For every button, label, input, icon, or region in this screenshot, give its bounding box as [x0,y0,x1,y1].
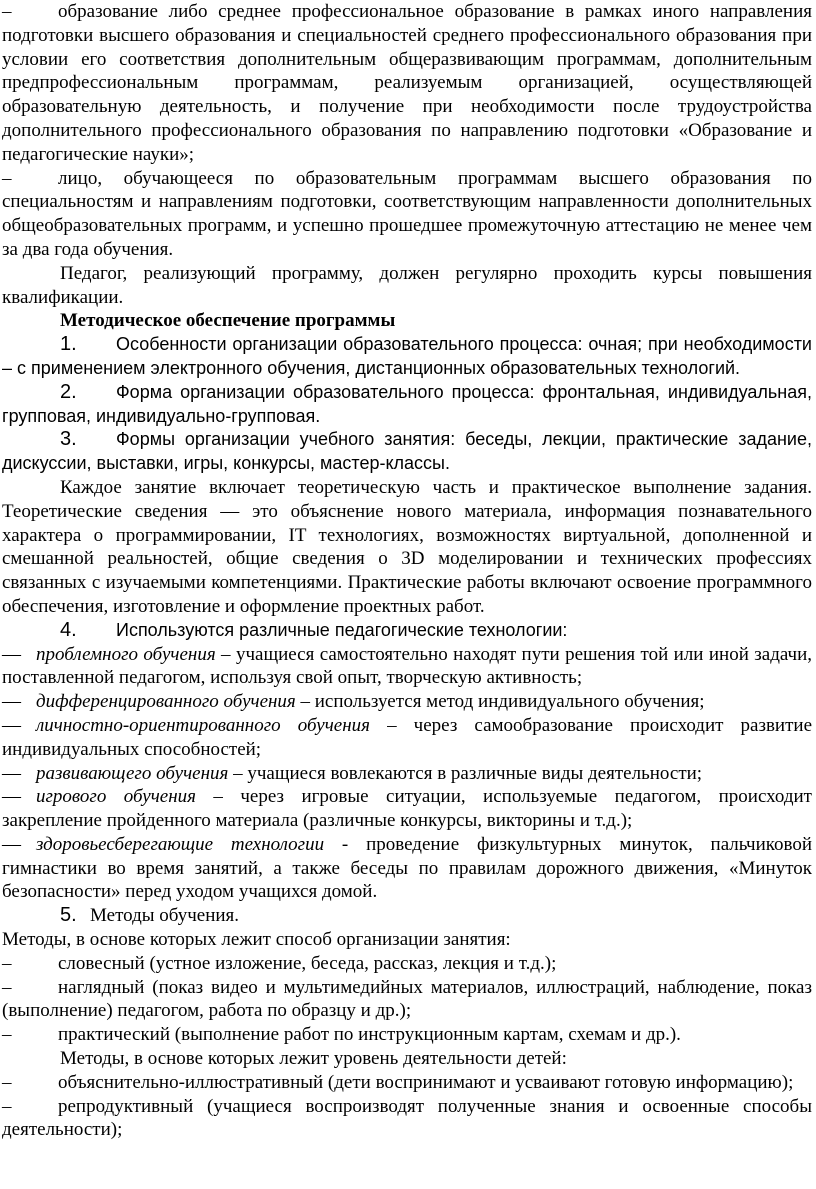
paragraph-qualification: Педагог, реализующий программу, должен регулярно проходить курсы повышения квалификации. [2,262,812,308]
paragraph-lesson-structure: Каждое занятие включает теоретическую часть и практическое выполнение задания. Теоретические сведения — это объяснение нового материала, информация познавательного характера о программировании, IT технологиях, возможностях виртуальной, дополненной и смешанной реальностей, общие сведения о 3D моделировании и технических профессиях связанных с изучаемыми компетенциями. Практические работы включают освоение программного обеспечения, изготовление и оформление проектных работ. [2,476,812,617]
dash-bullet: – [2,1,12,22]
tech-item-personal: — личностно-ориентированного обучения – через самообразование происходит развитие индивидуальных способностей; [2,714,813,760]
method-explanatory: – объяснительно-иллюстративный (дети воспринимают и усваивают готовую информацию); [2,1071,794,1093]
section-heading: Методическое обеспечение программы [60,310,396,332]
numbered-item-1: 1. Особенности организации образовательного процесса: очная; при необходимости – с применением электронного обучения, дистанционных образовательных технологий. [2,333,812,378]
method-visual: – наглядный (показ видео и мультимедийных материалов, иллюстраций, наблюдение, показ (выполнение) педагогом, работа по образцу и др.); [2,976,812,1022]
numbered-item-3: 3. Формы организации учебного занятия: беседы, лекции, практические задание, дискуссии, выставки, игры, конкурсы, мастер-классы. [2,428,812,474]
tech-item-health: — здоровьесберегающие технологии - проведение физкультурных минуток, пальчиковой гимнастики во время занятий, а также беседы по правилам дорожного движения, «Минуток безопасности» перед уходом учащихся домой. [2,833,813,903]
paragraph-requirement-education: – образование либо среднее профессиональное образование в рамках иного направления подготовки высшего образования и специальностей среднего профессионального образования при условии его соответствия дополнительным общеразвивающим программам, дополнительным предпрофессиональным программам, реализуемым организацией, осуществляющей образовательную деятельность, и получение при необходимости после трудоустройства дополнительного профессионального образования по направлению подготовки «Образование и педагогические науки»; [2,1,812,165]
methods-org-intro: Методы, в основе которых лежит способ организации занятия: [2,929,511,951]
method-practical: – практический (выполнение работ по инструкционным картам, схемам и др.). [2,1024,681,1046]
method-verbal: – словесный (устное изложение, беседа, рассказ, лекция и т.д.); [2,952,557,974]
method-reproductive: – репродуктивный (учащиеся воспроизводят полученные знания и освоенные способы деятельности); [2,1095,812,1141]
methods-level-intro: Методы, в основе которых лежит уровень деятельности детей: [60,1048,567,1070]
dash-bullet: – [2,167,12,189]
tech-item-differentiated: — дифференцированного обучения – используется метод индивидуального обучения; [2,691,705,713]
tech-item-developing: — развивающего обучения – учащиеся вовлекаются в различные виды деятельности; [2,762,703,784]
tech-item-problem: — проблемного обучения – учащиеся самостоятельно находят пути решения той или иной задачи, поставленной педагогом, используя свой опыт, творческую активность; [2,643,813,689]
numbered-item-2: 2. Форма организации образовательного процесса: фронтальная, индивидуальная, групповая, индивидуально-групповая. [2,380,812,426]
numbered-item-4: 4. Используются различные педагогические технологии: [60,618,568,641]
numbered-item-5: 5. Методы обучения. [60,904,240,927]
paragraph-requirement-student: – лицо, обучающееся по образовательным программам высшего образования по специальностям и направлениям подготовки, соответствующим направленности дополнительных общеобразовательных программ, и успешно прошедшее промежуточную аттестацию не менее чем за два года обучения. [2,167,812,260]
tech-item-game: — игрового обучения – через игровые ситуации, используемые педагогом, происходит закрепление пройденного материала (различные конкурсы, викторины и т.д.); [2,786,812,832]
